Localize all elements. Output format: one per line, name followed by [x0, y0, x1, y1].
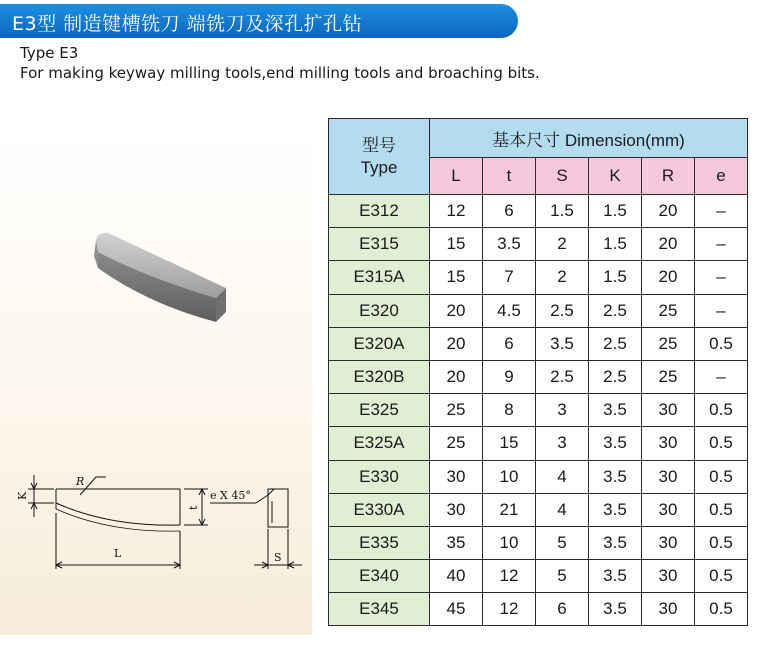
- value-cell: 30: [642, 526, 695, 559]
- value-cell: 12: [483, 593, 536, 626]
- table-row: [329, 195, 748, 228]
- value-cell: 1.5: [589, 261, 642, 294]
- value-cell: 30: [642, 394, 695, 427]
- title-banner: [0, 4, 518, 38]
- value-cell: 21: [483, 493, 536, 526]
- table-row: [329, 228, 748, 261]
- value-cell: 35: [430, 526, 483, 559]
- value-cell: 0.5: [695, 560, 748, 593]
- value-cell: 0.5: [695, 460, 748, 493]
- value-cell: 25: [642, 294, 695, 327]
- value-cell: 20: [430, 327, 483, 360]
- type-cell: E320: [329, 294, 430, 327]
- value-cell: 25: [642, 327, 695, 360]
- value-cell: 10: [483, 460, 536, 493]
- table-body: [329, 195, 748, 626]
- value-cell: 15: [430, 228, 483, 261]
- drawing-label-s: S: [274, 551, 282, 564]
- value-cell: 2: [536, 228, 589, 261]
- value-cell: 3.5: [483, 228, 536, 261]
- type-cell: E325: [329, 394, 430, 427]
- value-cell: 3: [536, 427, 589, 460]
- type-header-en: Type: [360, 157, 398, 177]
- value-cell: 6: [483, 195, 536, 228]
- subtitle-description: For making keyway milling tools,end milling tools and broaching bits.: [20, 64, 540, 82]
- value-cell: 1.5: [536, 195, 589, 228]
- drawing-label-chamfer: e X 45°: [210, 489, 251, 502]
- column-header: R: [642, 158, 695, 195]
- value-cell: 30: [642, 493, 695, 526]
- value-cell: 0.5: [695, 526, 748, 559]
- type-cell: E320A: [329, 327, 430, 360]
- value-cell: 25: [430, 427, 483, 460]
- value-cell: –: [695, 261, 748, 294]
- column-header: t: [483, 158, 536, 195]
- value-cell: 30: [642, 560, 695, 593]
- value-cell: 3.5: [589, 526, 642, 559]
- value-cell: 1.5: [589, 228, 642, 261]
- dimension-header: 基本尺寸 Dimension(mm): [430, 119, 748, 158]
- value-cell: 20: [430, 360, 483, 393]
- type-cell: E335: [329, 526, 430, 559]
- value-cell: 30: [430, 493, 483, 526]
- table-row: [329, 560, 748, 593]
- value-cell: 2.5: [589, 294, 642, 327]
- column-header: L: [430, 158, 483, 195]
- value-cell: 2.5: [589, 327, 642, 360]
- value-cell: 25: [430, 394, 483, 427]
- value-cell: 2.5: [536, 294, 589, 327]
- value-cell: 3.5: [589, 460, 642, 493]
- value-cell: 20: [642, 195, 695, 228]
- column-header: S: [536, 158, 589, 195]
- subtitle-type: Type E3: [20, 44, 79, 62]
- value-cell: 20: [642, 261, 695, 294]
- table-row: [329, 493, 748, 526]
- value-cell: 2.5: [536, 360, 589, 393]
- value-cell: –: [695, 228, 748, 261]
- value-cell: 8: [483, 394, 536, 427]
- value-cell: –: [695, 294, 748, 327]
- value-cell: 15: [483, 427, 536, 460]
- value-cell: 12: [430, 195, 483, 228]
- type-cell: E330A: [329, 493, 430, 526]
- column-header: e: [695, 158, 748, 195]
- table-row: [329, 294, 748, 327]
- value-cell: 3.5: [589, 493, 642, 526]
- value-cell: 30: [642, 593, 695, 626]
- type-cell: E330: [329, 460, 430, 493]
- type-cell: E340: [329, 560, 430, 593]
- type-cell: E345: [329, 593, 430, 626]
- drawing-label-k: K: [16, 491, 29, 500]
- table-row: [329, 526, 748, 559]
- value-cell: 4.5: [483, 294, 536, 327]
- drawing-label-l: L: [114, 547, 122, 560]
- type-header-cn: 型号: [362, 135, 396, 155]
- value-cell: 30: [430, 460, 483, 493]
- column-header: K: [589, 158, 642, 195]
- value-cell: 5: [536, 526, 589, 559]
- value-cell: 0.5: [695, 593, 748, 626]
- value-cell: 25: [642, 360, 695, 393]
- value-cell: 45: [430, 593, 483, 626]
- page-title: E3型 制造键槽铣刀 端铣刀及深孔扩孔钻: [12, 13, 363, 35]
- value-cell: 40: [430, 560, 483, 593]
- drawing-label-t: t: [187, 505, 200, 510]
- table-row: [329, 460, 748, 493]
- value-cell: 0.5: [695, 493, 748, 526]
- value-cell: 3: [536, 394, 589, 427]
- type-cell: E325A: [329, 427, 430, 460]
- value-cell: 3.5: [589, 593, 642, 626]
- value-cell: 15: [430, 261, 483, 294]
- table-row: [329, 360, 748, 393]
- table-row: [329, 593, 748, 626]
- value-cell: 30: [642, 427, 695, 460]
- value-cell: 3.5: [589, 560, 642, 593]
- value-cell: 0.5: [695, 427, 748, 460]
- value-cell: 12: [483, 560, 536, 593]
- value-cell: 0.5: [695, 394, 748, 427]
- value-cell: –: [695, 360, 748, 393]
- type-header: [329, 119, 430, 195]
- value-cell: 4: [536, 460, 589, 493]
- type-cell: E315: [329, 228, 430, 261]
- table-row: [329, 427, 748, 460]
- value-cell: 4: [536, 493, 589, 526]
- value-cell: 9: [483, 360, 536, 393]
- value-cell: 5: [536, 560, 589, 593]
- value-cell: 6: [536, 593, 589, 626]
- type-cell: E312: [329, 195, 430, 228]
- value-cell: 3.5: [536, 327, 589, 360]
- value-cell: 3.5: [589, 394, 642, 427]
- value-cell: 6: [483, 327, 536, 360]
- value-cell: 7: [483, 261, 536, 294]
- value-cell: 1.5: [589, 195, 642, 228]
- value-cell: 2: [536, 261, 589, 294]
- table-row: [329, 327, 748, 360]
- value-cell: 3.5: [589, 427, 642, 460]
- value-cell: 2.5: [589, 360, 642, 393]
- value-cell: 30: [642, 460, 695, 493]
- type-cell: E315A: [329, 261, 430, 294]
- value-cell: 20: [642, 228, 695, 261]
- table-row: [329, 261, 748, 294]
- drawing-label-r: R: [76, 475, 85, 488]
- value-cell: 10: [483, 526, 536, 559]
- value-cell: –: [695, 195, 748, 228]
- tip-technical-drawing: [10, 465, 305, 580]
- value-cell: 20: [430, 294, 483, 327]
- value-cell: 0.5: [695, 327, 748, 360]
- dimension-table: [328, 118, 748, 626]
- table-row: [329, 394, 748, 427]
- type-cell: E320B: [329, 360, 430, 393]
- tip-3d-illustration: [88, 226, 233, 331]
